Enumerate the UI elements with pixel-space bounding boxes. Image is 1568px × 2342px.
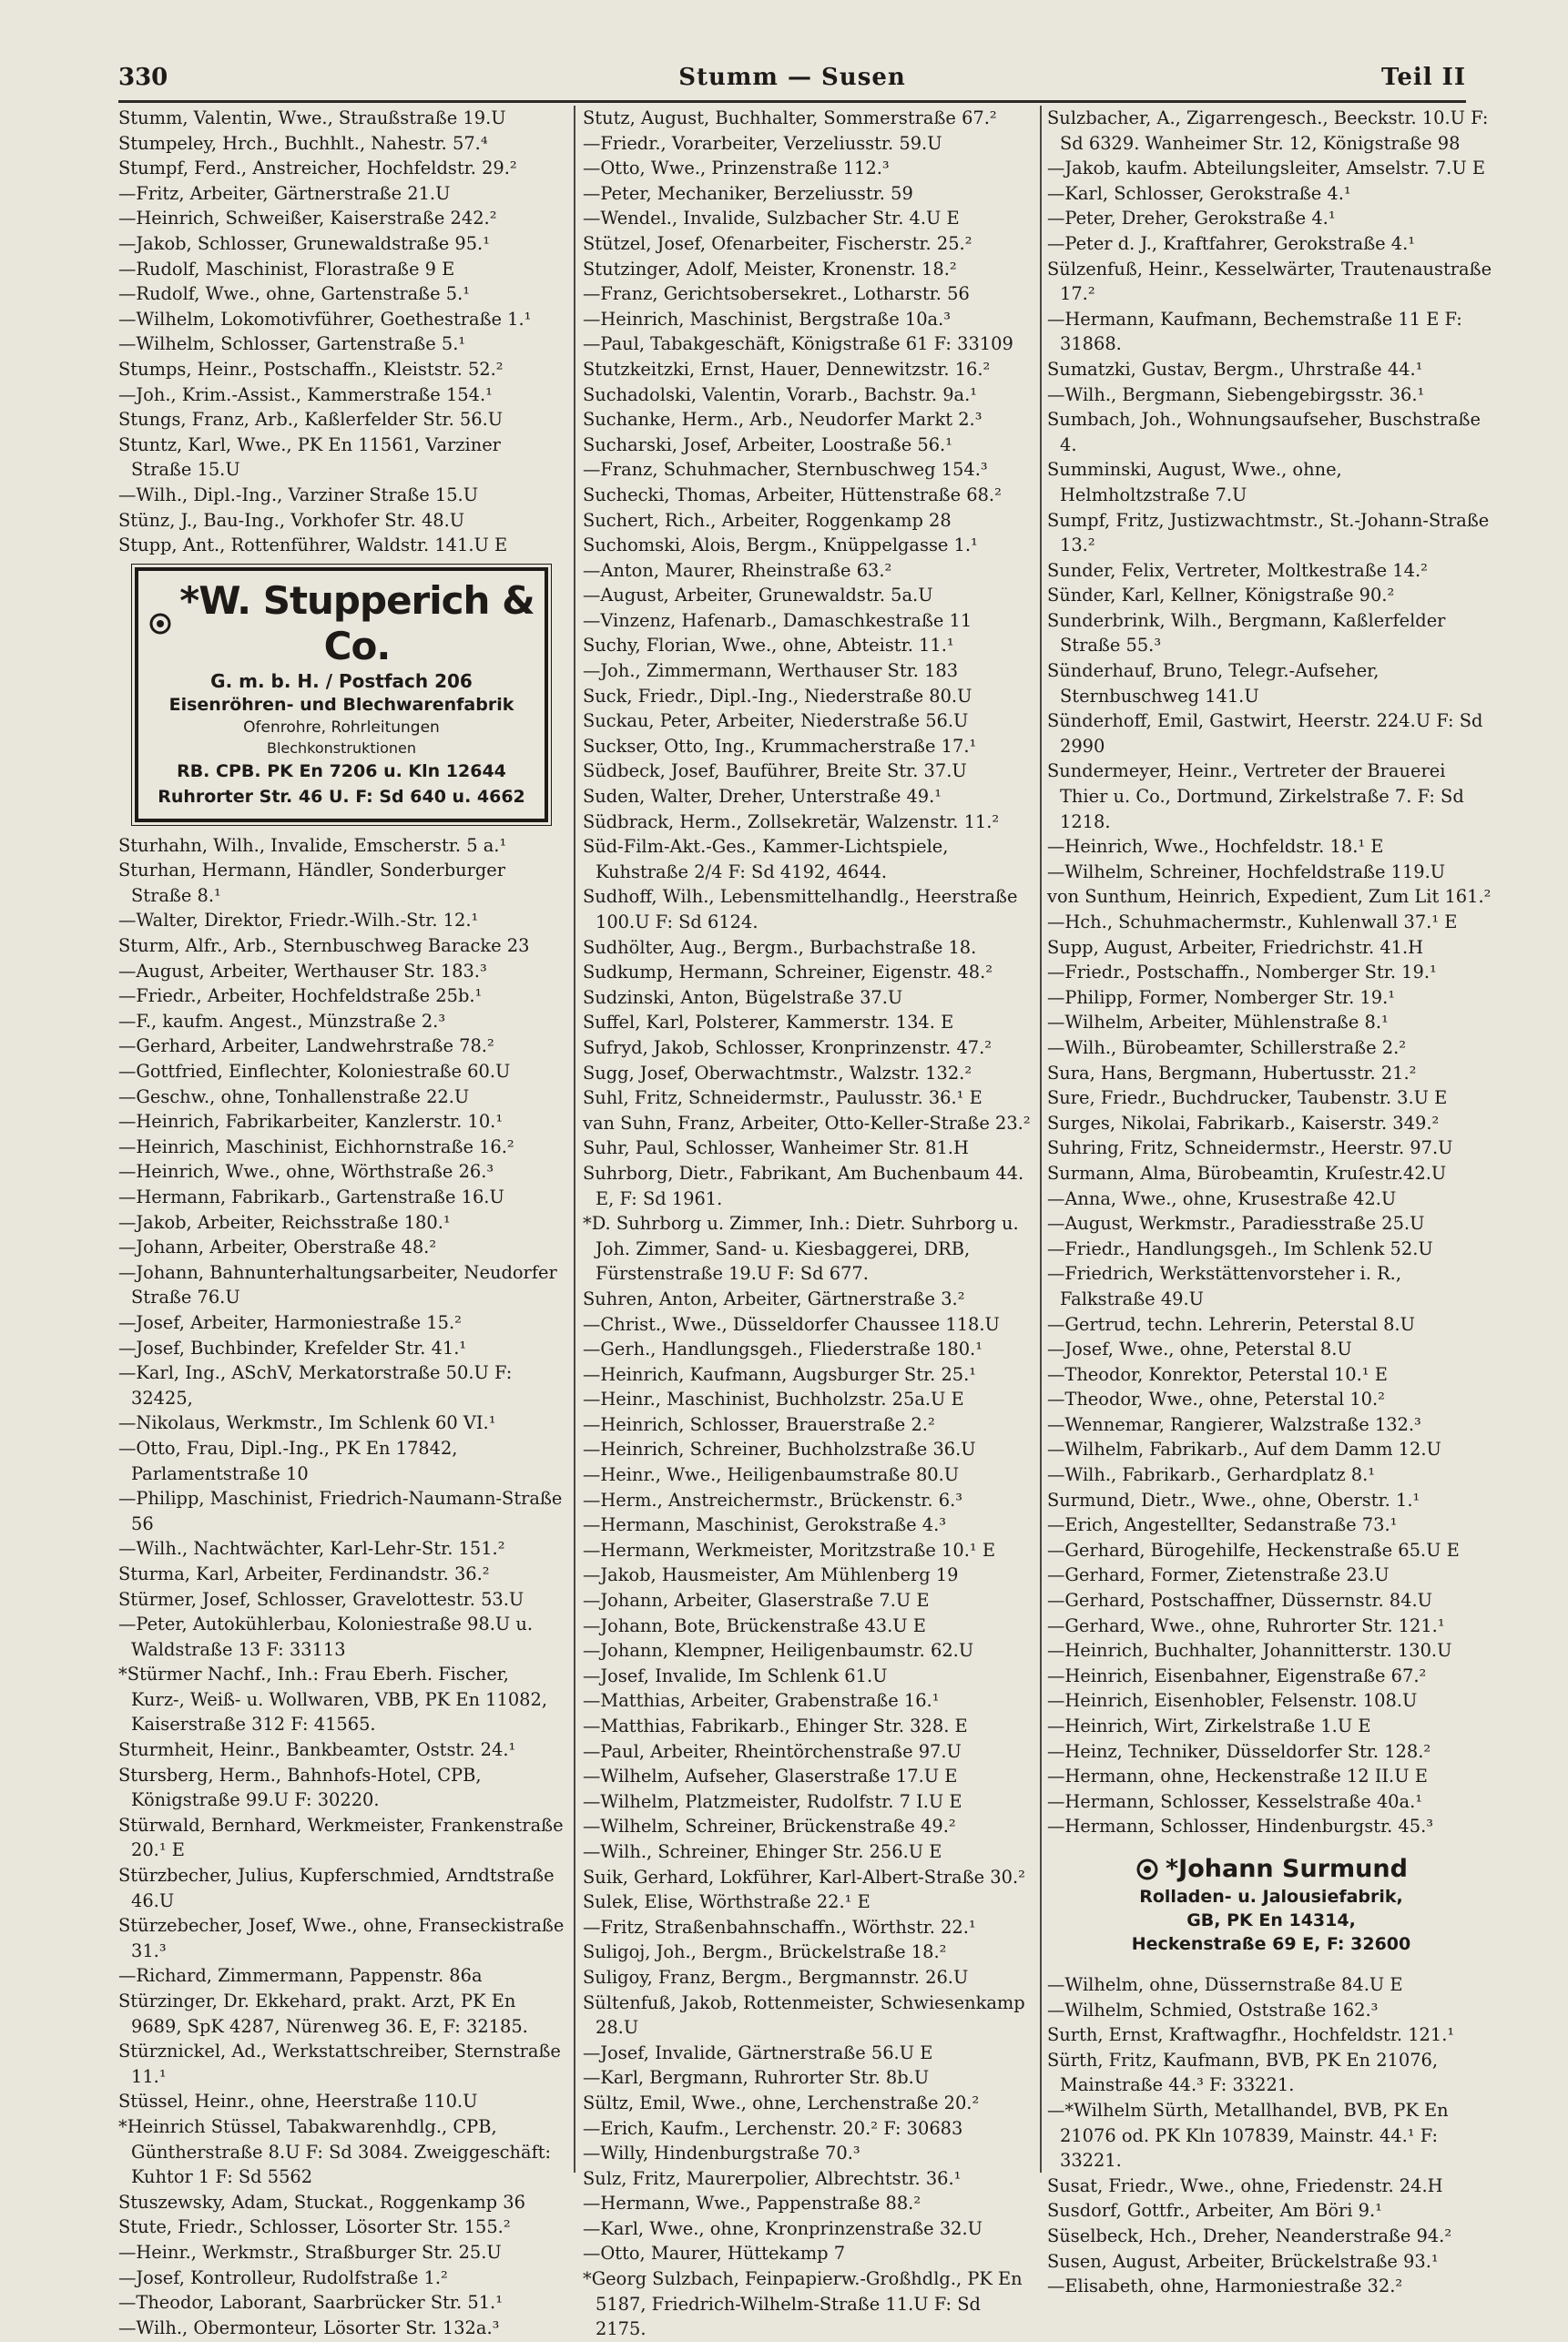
entry-list xyxy=(1047,1972,1495,2299)
directory-entry: —Wilh., Nachtwächter, Karl-Lehr-Str. 151.² xyxy=(118,1538,505,1560)
directory-entry: —Nikolaus, Werkmstr., Im Schlenk 60 VI.¹ xyxy=(118,1412,496,1434)
directory-entry: Sugg, Josef, Oberwachtmstr., Walzstr. 132.² xyxy=(583,1062,972,1084)
directory-entry: Sültenfuß, Jakob, Rottenmeister, Schwiesenkamp 28.U xyxy=(583,1991,1025,2039)
directory-entry: Stürzinger, Dr. Ekkehard, prakt. Arzt, PK En 9689, SpK 4287, Nürenweg 36. E, F: 32185. xyxy=(118,1991,528,2037)
directory-entry: —Wilh., Fabrikarb., Gerhardplatz 8.¹ xyxy=(1047,1464,1376,1486)
directory-entry: Suckau, Peter, Arbeiter, Niederstraße 56.U xyxy=(583,710,969,732)
directory-entry: Suligoj, Joh., Bergm., Brückelstraße 18.² xyxy=(583,1941,947,1963)
directory-entry: —Heinrich, Buchhalter, Johannitterstr. 130.U xyxy=(1047,1640,1452,1662)
directory-entry: Sudzinski, Anton, Bügelstraße 37.U xyxy=(583,986,903,1008)
directory-entry: Stürmer, Josef, Schlosser, Gravelottestr. 53.U xyxy=(118,1588,524,1610)
directory-entry: —Walter, Direktor, Friedr.-Wilh.-Str. 12.¹ xyxy=(118,910,479,932)
directory-entry: Süd-Film-Akt.-Ges., Kammer-Lichtspiele, Kuhstraße 2/4 F: Sd 4192, 4644. xyxy=(583,836,949,882)
directory-entry: Stute, Friedr., Schlosser, Lösorter Str. 155.² xyxy=(118,2216,511,2238)
ad-firm-name: *Johann Surmund xyxy=(1166,1854,1408,1883)
directory-entry: —Heinr., Werkmstr., Straßburger Str. 25.U xyxy=(118,2241,502,2263)
directory-entry: Stützel, Josef, Ofenarbeiter, Fischerstr. 25.² xyxy=(583,232,972,254)
ad-business: Eisenröhren- und Blechwarenfabrik xyxy=(168,694,514,715)
directory-entry: Suchadolski, Valentin, Vorarb., Bachstr. 9a.¹ xyxy=(583,383,978,405)
ad-products-2: Blechkonstruktionen xyxy=(266,738,417,757)
directory-entry: —Gerh., Handlungsgeh., Fliederstraße 180.¹ xyxy=(583,1339,983,1360)
directory-entry: Stumpf, Ferd., Anstreicher, Hochfeldstr. 29.² xyxy=(118,158,517,179)
directory-entry: —Heinrich, Kaufmann, Augsburger Str. 25.¹ xyxy=(583,1363,977,1385)
directory-entry: Sumatzki, Gustav, Bergm., Uhrstraße 44.¹ xyxy=(1047,358,1423,380)
directory-entry: —Willy, Hindenburgstraße 70.³ xyxy=(583,2143,860,2164)
directory-entry: —Joh., Krim.-Assist., Kammerstraße 154.¹ xyxy=(118,383,493,405)
directory-entry: Stumpeley, Hrch., Buchhlt., Nahestr. 57.⁴ xyxy=(118,132,488,154)
directory-entry: Surth, Ernst, Kraftwagfhr., Hochfeldstr. 121.¹ xyxy=(1047,2024,1455,2046)
directory-entry: —Johann, Klempner, Heiligenbaumstr. 62.U xyxy=(583,1640,974,1662)
directory-entry: —Erich, Angestellter, Sedanstraße 73.¹ xyxy=(1047,1514,1398,1536)
directory-entry: Sumpf, Fritz, Justizwachtmstr., St.-Johann-Straße 13.² xyxy=(1047,509,1490,556)
directory-entry: —Otto, Maurer, Hüttekamp 7 xyxy=(583,2243,846,2265)
directory-entry: —Gerhard, Former, Zietenstraße 23.U xyxy=(1047,1564,1390,1586)
directory-entry: Stutz, August, Buchhalter, Sommerstraße 67.² xyxy=(583,107,997,128)
directory-entry: —Theodor, Laborant, Saarbrücker Str. 51.¹ xyxy=(118,2292,503,2314)
directory-entry: —Hermann, Wwe., Pappenstraße 88.² xyxy=(583,2193,921,2215)
directory-entry: —Wennemar, Rangierer, Walzstraße 132.³ xyxy=(1047,1413,1421,1435)
column-1 xyxy=(118,106,566,2338)
directory-entry: —Vinzenz, Hafenarb., Damaschkestraße 11 xyxy=(583,609,972,631)
directory-entry: —Gerhard, Bürogehilfe, Heckenstraße 65.U E xyxy=(1047,1539,1460,1561)
part-label: Teil II xyxy=(1380,64,1466,91)
entry-list xyxy=(583,106,1031,2342)
directory-entry: —Wilhelm, Schlosser, Gartenstraße 5.¹ xyxy=(118,333,466,355)
directory-entry: Suck, Friedr., Dipl.-Ing., Niederstraße 80.U xyxy=(583,685,972,707)
directory-entry: Sülzenfuß, Heinr., Kesselwärter, Trautenaustraße 17.² xyxy=(1047,258,1492,305)
directory-entry: —Wilhelm, Fabrikarb., Auf dem Damm 12.U xyxy=(1047,1439,1441,1461)
directory-entry: —Paul, Arbeiter, Rheintörchenstraße 97.U xyxy=(583,1740,962,1762)
directory-entry: —Heinrich, Schlosser, Brauerstraße 2.² xyxy=(583,1413,935,1435)
directory-entry: Sünderhauf, Bruno, Telegr.-Aufseher, Sternbuschweg 141.U xyxy=(1047,660,1380,707)
directory-entry: —Wilh., Bergmann, Siebengebirgsstr. 36.¹ xyxy=(1047,383,1425,405)
directory-entry: —Wilhelm, Arbeiter, Mühlenstraße 8.¹ xyxy=(1047,1012,1389,1034)
directory-entry: —Rudolf, Wwe., ohne, Gartenstraße 5.¹ xyxy=(118,283,471,305)
directory-entry: —August, Arbeiter, Werthauser Str. 183.³ xyxy=(118,960,487,982)
page-number: 330 xyxy=(118,64,168,91)
directory-entry: Sulek, Elise, Wörthstraße 22.¹ E xyxy=(583,1891,871,1913)
directory-entry: Surmann, Alma, Bürobeamtin, Kruſestr.42.U xyxy=(1047,1162,1447,1184)
directory-entry: Sucharski, Josef, Arbeiter, Loostraße 56.¹ xyxy=(583,433,952,455)
directory-entry: —Wilhelm, Schreiner, Brückenstraße 49.² xyxy=(583,1816,956,1838)
directory-entry: Suckser, Otto, Ing., Krummacherstraße 17.¹ xyxy=(583,735,977,757)
directory-entry: —Theodor, Konrektor, Peterstal 10.¹ E xyxy=(1047,1363,1388,1385)
directory-entry: —Wilh., Schreiner, Ehinger Str. 256.U E xyxy=(583,1840,942,1862)
ad-address: Heckenstraße 69 E, F: 32600 xyxy=(1131,1933,1411,1954)
directory-entry: —Heinrich, Wwe., ohne, Wörthstraße 26.³ xyxy=(118,1161,494,1183)
directory-entry: Sünder, Karl, Kellner, Königstraße 90.² xyxy=(1047,585,1395,606)
directory-entry: —Heinrich, Eisenbahner, Eigenstraße 67.² xyxy=(1047,1665,1427,1686)
directory-entry: —Elisabeth, ohne, Harmoniestraße 32.² xyxy=(1047,2276,1403,2297)
directory-entry: —Johann, Arbeiter, Glaserstraße 7.U E xyxy=(583,1590,930,1612)
directory-entry: Sumbach, Joh., Wohnungsaufseher, Buschstraße 4. xyxy=(1047,409,1481,455)
directory-entry: —Hermann, Maschinist, Gerokstraße 4.³ xyxy=(583,1514,947,1536)
directory-entry: Suhl, Fritz, Schneidermstr., Paulusstr. 36.¹ E xyxy=(583,1087,983,1109)
directory-entry: Stünz, J., Bau-Ing., Vorkhofer Str. 48.U xyxy=(118,509,465,531)
directory-entry: —Heinr., Wwe., Heiligenbaumstraße 80.U xyxy=(583,1464,960,1486)
directory-entry: —Hermann, Schlosser, Hindenburgstr. 45.³ xyxy=(1047,1816,1434,1838)
directory-entry: —August, Werkmstr., Paradiesstraße 25.U xyxy=(1047,1213,1425,1235)
directory-entry: —Friedr., Postschaffn., Nomberger Str. 19.¹ xyxy=(1047,962,1437,983)
directory-entry: —Heinrich, Maschinist, Bergstraße 10a.³ xyxy=(583,308,952,330)
directory-entry: —Friedrich, Werkstättenvorsteher i. R., Falkstraße 49.U xyxy=(1047,1263,1402,1309)
directory-entry: —August, Arbeiter, Grunewaldstr. 5a.U xyxy=(583,585,933,606)
directory-entry: —Peter, Dreher, Gerokstraße 4.¹ xyxy=(1047,208,1336,229)
directory-entry: Suden, Walter, Dreher, Unterstraße 49.¹ xyxy=(583,786,942,808)
directory-entry: Sure, Friedr., Buchdrucker, Taubenstr. 3.U E xyxy=(1047,1087,1448,1109)
directory-entry: —Theodor, Wwe., ohne, Peterstal 10.² xyxy=(1047,1389,1385,1410)
directory-entry: —Heinrich, Fabrikarbeiter, Kanzlerstr. 10.¹ xyxy=(118,1111,504,1133)
directory-entry: von Sunthum, Heinrich, Expedient, Zum Lit 161.² xyxy=(1047,886,1492,908)
directory-entry: Sünderhoff, Emil, Gastwirt, Heerstr. 224.U F: Sd 2990 xyxy=(1047,710,1483,757)
directory-entry: Sundermeyer, Heinr., Vertreter der Brauerei Thier u. Co., Dortmund, Zirkelstraße 7. F: Sd 1218. xyxy=(1047,760,1464,832)
directory-entry: —Jakob, Arbeiter, Reichsstraße 180.¹ xyxy=(118,1211,451,1233)
directory-entry: —Friedr., Handlungsgeh., Im Schlenk 52.U xyxy=(1047,1237,1433,1259)
directory-entry: —Anna, Wwe., ohne, Krusestraße 42.U xyxy=(1047,1187,1397,1209)
directory-entry: Suchomski, Alois, Bergm., Knüppelgasse 1.¹ xyxy=(583,535,978,556)
directory-entry: —Wilh., Dipl.-Ing., Varziner Straße 15.U xyxy=(118,484,479,505)
directory-entry: —Paul, Tabakgeschäft, Königstraße 61 F: 33109 xyxy=(583,333,1013,355)
directory-entry: Sulzbacher, A., Zigarrengesch., Beeckstr. 10.U F: Sd 6329. Wanheimer Str. 12, Königstraße 98 xyxy=(1047,107,1489,154)
directory-entry: Stungs, Franz, Arb., Kaßlerfelder Str. 56.U xyxy=(118,409,504,431)
ad-accounts: RB. CPB. PK En 7206 u. Kln 12644 xyxy=(177,760,506,781)
directory-entry: Stutzinger, Adolf, Meister, Kronenstr. 18.² xyxy=(583,258,957,280)
directory-entry: —Josef, Wwe., ohne, Peterstal 8.U xyxy=(1047,1339,1352,1360)
directory-entry: —Gerhard, Wwe., ohne, Ruhrorter Str. 121.¹ xyxy=(1047,1614,1445,1636)
directory-entry: —Wilhelm, Schreiner, Hochfeldstraße 119.U xyxy=(1047,860,1446,882)
directory-entry: Sturm, Alfr., Arb., Sternbuschweg Baracke 23 xyxy=(118,935,530,957)
directory-entry: Supp, August, Arbeiter, Friedrichstr. 41.H xyxy=(1047,936,1424,958)
directory-entry: —Peter d. J., Kraftfahrer, Gerokstraße 4.¹ xyxy=(1047,232,1416,254)
directory-entry: —Fritz, Straßenbahnschaffn., Wörthstr. 22.¹ xyxy=(583,1916,976,1938)
directory-entry: Stüssel, Heinr., ohne, Heerstraße 110.U xyxy=(118,2091,478,2113)
directory-entry: Suhrborg, Dietr., Fabrikant, Am Buchenbaum 44. E, F: Sd 1961. xyxy=(583,1162,1024,1209)
advertisement-stupperich xyxy=(135,567,548,822)
directory-entry: Sürth, Fritz, Kaufmann, BVB, PK En 21076, Mainstraße 44.³ F: 33221. xyxy=(1047,2049,1439,2096)
directory-entry: Sturmheit, Heinr., Bankbeamter, Oststr. 24.¹ xyxy=(118,1739,516,1761)
directory-entry: —Franz, Schuhmacher, Sternbuschweg 154.³ xyxy=(583,459,988,481)
directory-entry: Stuntz, Karl, Wwe., PK En 11561, Varziner Straße 15.U xyxy=(118,433,501,481)
directory-entry: Sura, Hans, Bergmann, Hubertusstr. 21.² xyxy=(1047,1062,1417,1084)
ad-accounts: GB, PK En 14314, xyxy=(1186,1909,1356,1930)
directory-entry: Sufryd, Jakob, Schlosser, Kronprinzenstr. 47.² xyxy=(583,1036,993,1058)
directory-entry: —Anton, Maurer, Rheinstraße 63.² xyxy=(583,559,892,581)
directory-entry: —Karl, Bergmann, Ruhrorter Str. 8b.U xyxy=(583,2067,930,2089)
page-header xyxy=(118,60,1466,103)
directory-entry: Stumps, Heinr., Postschaffn., Kleiststr. 52.² xyxy=(118,358,504,380)
directory-entry: —Friedr., Arbeiter, Hochfeldstraße 25b.¹ xyxy=(118,985,483,1007)
directory-entry: —Johann, Bahnunterhaltungsarbeiter, Neudorfer Straße 76.U xyxy=(118,1261,557,1308)
directory-entry: —Otto, Frau, Dipl.-Ing., PK En 17842, Parlamentstraße 10 xyxy=(118,1437,458,1484)
directory-entry: —*Wilhelm Sürth, Metallhandel, BVB, PK En 21076 od. PK Kln 107839, Mainstr. 44.¹ F: 33221. xyxy=(1047,2099,1449,2172)
directory-entry: —Hermann, Werkmeister, Moritzstraße 10.¹ E xyxy=(583,1539,995,1561)
directory-entry: —Josef, Kontrolleur, Rudolfstraße 1.² xyxy=(118,2266,448,2288)
directory-entry: —Heinrich, Eisenhobler, Felsenstr. 108.U xyxy=(1047,1690,1418,1712)
directory-entry: —Hermann, Fabrikarb., Gartenstraße 16.U xyxy=(118,1186,504,1207)
directory-entry: Stürwald, Bernhard, Werkmeister, Frankenstraße 20.¹ E xyxy=(118,1814,564,1861)
directory-entry: Suligoy, Franz, Bergm., Bergmannstr. 26.U xyxy=(583,1966,969,1988)
directory-entry: Stürzbecher, Julius, Kupferschmied, Arndtstraße 46.U xyxy=(118,1865,555,1911)
directory-entry: Sudkump, Hermann, Schreiner, Eigenstr. 48.² xyxy=(583,962,993,983)
directory-entry: Suchecki, Thomas, Arbeiter, Hüttenstraße 68.² xyxy=(583,484,1002,505)
directory-entry: Südbeck, Josef, Bauführer, Breite Str. 37.U xyxy=(583,760,967,782)
directory-entry: —Gerhard, Arbeiter, Landwehrstraße 78.² xyxy=(118,1035,494,1057)
directory-entry: —Otto, Wwe., Prinzenstraße 112.³ xyxy=(583,158,890,179)
directory-entry: —Gertrud, techn. Lehrerin, Peterstal 8.U xyxy=(1047,1313,1415,1335)
directory-entry: —Heinrich, Wwe., Hochfeldstr. 18.¹ E xyxy=(1047,836,1384,858)
directory-entry: Süselbeck, Hch., Dreher, Neanderstraße 94.² xyxy=(1047,2225,1452,2246)
directory-entry: Stursberg, Herm., Bahnhofs-Hotel, CPB, Königstraße 99.U F: 30220. xyxy=(118,1764,482,1811)
directory-entry: Sudhölter, Aug., Bergm., Burbachstraße 18. xyxy=(583,936,977,958)
firm-mark-icon xyxy=(1135,1857,1160,1882)
directory-entry: —Hermann, Kaufmann, Bechemstraße 11 E F: 31868. xyxy=(1047,308,1462,355)
directory-entry: —Franz, Gerichtsobersekret., Lotharstr. 56 xyxy=(583,283,970,305)
directory-entry: *D. Suhrborg u. Zimmer, Inh.: Dietr. Suhrborg u. Joh. Zimmer, Sand- u. Kiesbaggerei, DRB, Fürstenstraße 19.U F: Sd 677. xyxy=(583,1213,1019,1285)
directory-entry: Susdorf, Gottfr., Arbeiter, Am Böri 9.¹ xyxy=(1047,2200,1382,2222)
directory-entry: Stumm, Valentin, Wwe., Straußstraße 19.U xyxy=(118,107,506,128)
directory-entry: —Jakob, Schlosser, Grunewaldstraße 95.¹ xyxy=(118,232,490,254)
directory-entry: —Josef, Buchbinder, Krefelder Str. 41.¹ xyxy=(118,1337,467,1359)
directory-entry: —Josef, Arbeiter, Harmoniestraße 15.² xyxy=(118,1311,462,1333)
directory-entry: —Fritz, Arbeiter, Gärtnerstraße 21.U xyxy=(118,182,451,204)
directory-entry: —Erich, Kaufm., Lerchenstr. 20.² F: 30683 xyxy=(583,2117,963,2139)
directory-entry: —Wilhelm, Lokomotivführer, Goethestraße 1.¹ xyxy=(118,308,532,330)
directory-entry: —Christ., Wwe., Düsseldorfer Chaussee 118.U xyxy=(583,1313,1000,1335)
directory-entry: *Heinrich Stüssel, Tabakwarenhdlg., CPB, Güntherstraße 8.U F: Sd 3084. Zweiggeschäft: Kuhtor 1 F: Sd 5562 xyxy=(118,2115,552,2188)
directory-entry: —Karl, Ing., ASchV, Merkatorstraße 50.U F: 32425, xyxy=(118,1362,513,1409)
directory-entry: Sturma, Karl, Arbeiter, Ferdinandstr. 36.² xyxy=(118,1563,490,1584)
directory-entry: —Karl, Schlosser, Gerokstraße 4.¹ xyxy=(1047,182,1351,204)
directory-entry: —Peter, Autokühlerbau, Koloniestraße 98.U u. Waldstraße 13 F: 33113 xyxy=(118,1614,534,1660)
directory-entry: Stutzkeitzki, Ernst, Hauer, Dennewitzstr. 16.² xyxy=(583,358,991,380)
directory-entry: —Wilhelm, Aufseher, Glaserstraße 17.U E xyxy=(583,1766,958,1787)
directory-entry: —Heinrich, Schweißer, Kaiserstraße 242.² xyxy=(118,208,497,229)
directory-entry: Suchanke, Herm., Arb., Neudorfer Markt 2.³ xyxy=(583,409,983,431)
directory-entry: —Gerhard, Postschaffner, Düssernstr. 84.U xyxy=(1047,1590,1432,1612)
directory-entry: —Karl, Wwe., ohne, Kronprinzenstraße 32.U xyxy=(583,2217,983,2239)
directory-entry: —Wilhelm, Schmied, Oststraße 162.³ xyxy=(1047,1999,1379,2021)
directory-entry: Sunderbrink, Wilh., Bergmann, Kaßlerfelder Straße 55.³ xyxy=(1047,609,1446,657)
directory-entry: —Heinr., Maschinist, Buchholzstr. 25a.U E xyxy=(583,1389,964,1410)
directory-entry: Sulz, Fritz, Maurerpolier, Albrechtstr. 36.¹ xyxy=(583,2167,962,2189)
firm-mark-icon xyxy=(148,611,173,636)
directory-entry: van Suhn, Franz, Arbeiter, Otto-Keller-Straße 23.² xyxy=(583,1112,1031,1134)
directory-entry: Sültz, Emil, Wwe., ohne, Lerchenstraße 20.² xyxy=(583,2092,980,2113)
directory-entry: Südbrack, Herm., Zollsekretär, Walzenstr. 11.² xyxy=(583,810,1000,832)
advertisement-surmund xyxy=(1047,1854,1495,1956)
directory-entry: —Heinrich, Wirt, Zirkelstraße 1.U E xyxy=(1047,1716,1371,1736)
directory-entry: —Josef, Invalide, Gärtnerstraße 56.U E xyxy=(583,2042,933,2063)
directory-entry: —Wilhelm, Platzmeister, Rudolfstr. 7 I.U E xyxy=(583,1790,962,1812)
directory-entry: —Josef, Invalide, Im Schlenk 61.U xyxy=(583,1665,888,1686)
directory-entry: —Geschw., ohne, Tonhallenstraße 22.U xyxy=(118,1085,470,1107)
directory-entry: Summinski, August, Wwe., ohne, Helmholtzstraße 7.U xyxy=(1047,459,1342,505)
directory-entry: *Georg Sulzbach, Feinpapierw.-Großhdlg., PK En 5187, Friedrich-Wilhelm-Straße 11.U F: Sd 2175. xyxy=(583,2268,1023,2340)
directory-entry: Surges, Nikolai, Fabrikarb., Kaiserstr. 349.² xyxy=(1047,1112,1440,1134)
directory-entry: Susen, August, Arbeiter, Brückelstraße 93.¹ xyxy=(1047,2250,1439,2272)
directory-entry: —Wilh., Obermonteur, Lösorter Str. 132a.³ xyxy=(118,2317,500,2338)
directory-entry: —Jakob, kaufm. Abteilungsleiter, Amselstr. 7.U E xyxy=(1047,158,1486,179)
directory-entry: Sudhoff, Wilh., Lebensmittelhandlg., Heerstraße 100.U F: Sd 6124. xyxy=(583,886,1018,932)
entry-list xyxy=(118,833,566,2341)
column-2 xyxy=(583,106,1031,2340)
directory-entry: Sturhan, Hermann, Händler, Sonderburger Straße 8.¹ xyxy=(118,860,506,906)
directory-entry: —Heinrich, Schreiner, Buchholzstraße 36.U xyxy=(583,1439,976,1461)
ad-address: Ruhrorter Str. 46 U. F: Sd 640 u. 4662 xyxy=(158,786,525,807)
directory-entry: —Jakob, Hausmeister, Am Mühlenberg 19 xyxy=(583,1564,959,1586)
directory-entry: —Wilh., Bürobeamter, Schillerstraße 2.² xyxy=(1047,1036,1407,1058)
page-range-title: Stumm — Susen xyxy=(678,64,906,91)
directory-entry: Suffel, Karl, Polsterer, Kammerstr. 134. E xyxy=(583,1012,954,1034)
directory-entry: Sunder, Felix, Vertreter, Moltkestraße 14.² xyxy=(1047,559,1428,581)
directory-entry: —Hermann, ohne, Heckenstraße 12 II.U E xyxy=(1047,1766,1428,1787)
directory-entry: —Johann, Arbeiter, Oberstraße 48.² xyxy=(118,1237,437,1258)
directory-entry: —Wilhelm, ohne, Düssernstraße 84.U E xyxy=(1047,1973,1403,1995)
directory-entry: —Philipp, Former, Nomberger Str. 19.¹ xyxy=(1047,986,1396,1008)
directory-entry: Sturhahn, Wilh., Invalide, Emscherstr. 5 a.¹ xyxy=(118,834,507,856)
ad-business: Rolladen- u. Jalousiefabrik, xyxy=(1139,1886,1403,1907)
directory-entry: Surmund, Dietr., Wwe., ohne, Oberstr. 1.¹ xyxy=(1047,1489,1420,1511)
directory-entry: —Richard, Zimmermann, Pappenstr. 86a xyxy=(118,1965,483,1987)
directory-entry: —Heinz, Techniker, Düsseldorfer Str. 128.² xyxy=(1047,1740,1431,1762)
directory-entry: —Matthias, Fabrikarb., Ehinger Str. 328. E xyxy=(583,1716,968,1736)
directory-entry: —Gottfried, Einflechter, Koloniestraße 60.U xyxy=(118,1061,511,1083)
directory-entry: Suhr, Paul, Schlosser, Wanheimer Str. 81.H xyxy=(583,1137,969,1159)
directory-entry: Suhren, Anton, Arbeiter, Gärtnerstraße 3.² xyxy=(583,1288,965,1309)
column-3 xyxy=(1047,106,1495,2297)
directory-entry: Stupp, Ant., Rottenführer, Waldstr. 141.U E xyxy=(118,535,508,556)
ad-products: Ofenrohre, Rohrleitungen xyxy=(243,718,440,737)
entry-list xyxy=(118,106,566,558)
directory-entry: —Philipp, Maschinist, Friedrich-Naumann-Straße 56 xyxy=(118,1488,563,1534)
directory-entry: Suchert, Rich., Arbeiter, Roggenkamp 28 xyxy=(583,509,952,531)
directory-entry: Suik, Gerhard, Lokführer, Karl-Albert-Straße 30.² xyxy=(583,1866,1025,1888)
directory-entry: —Johann, Bote, Brückenstraße 43.U E xyxy=(583,1614,926,1636)
directory-entry: —Wendel., Invalide, Sulzbacher Str. 4.U E xyxy=(583,208,960,229)
ad-legal-form: G. m. b. H. / Postfach 206 xyxy=(210,669,473,692)
directory-entry: *Stürmer Nachf., Inh.: Frau Eberh. Fischer, Kurz-, Weiß- u. Wollwaren, VBB, PK En 11082, Kaiserstraße 312 F: 41565. xyxy=(118,1664,548,1736)
directory-entry: —Matthias, Arbeiter, Grabenstraße 16.¹ xyxy=(583,1690,940,1712)
directory-entry: Stürzebecher, Josef, Wwe., ohne, Franseckistraße 31.³ xyxy=(118,1915,565,1961)
directory-entry: —Hermann, Schlosser, Kesselstraße 40a.¹ xyxy=(1047,1790,1423,1812)
directory-entry: —Joh., Zimmermann, Werthauser Str. 183 xyxy=(583,660,959,682)
directory-entry: Stürznickel, Ad., Werkstattschreiber, Sternstraße 11.¹ xyxy=(118,2041,561,2087)
ad-firm-name: *W. Stupperich & Co. xyxy=(179,577,535,668)
directory-entry: Suhring, Fritz, Schneidermstr., Heerstr. 97.U xyxy=(1047,1137,1453,1159)
directory-entry: —Herm., Anstreichermstr., Brückenstr. 6.³ xyxy=(583,1489,963,1511)
directory-entry: —Rudolf, Maschinist, Florastraße 9 E xyxy=(118,258,455,280)
column-divider xyxy=(574,106,575,2173)
directory-entry: —F., kaufm. Angest., Münzstraße 2.³ xyxy=(118,1010,446,1032)
directory-entry: Stuszewsky, Adam, Stuckat., Roggenkamp 36 xyxy=(118,2191,525,2213)
directory-entry: —Friedr., Vorarbeiter, Verzeliusstr. 59.U xyxy=(583,132,942,154)
directory-entry: —Heinrich, Maschinist, Eichhornstraße 16.² xyxy=(118,1135,514,1157)
directory-entry: —Hch., Schuhmachermstr., Kuhlenwall 37.¹ E xyxy=(1047,911,1458,932)
directory-entry: —Peter, Mechaniker, Berzeliusstr. 59 xyxy=(583,182,913,204)
column-divider xyxy=(1040,106,1042,2173)
directory-entry: Suchy, Florian, Wwe., ohne, Abteistr. 11.¹ xyxy=(583,635,954,657)
directory-entry: Susat, Friedr., Wwe., ohne, Friedenstr. 24.H xyxy=(1047,2174,1443,2196)
entry-list xyxy=(1047,106,1495,1839)
